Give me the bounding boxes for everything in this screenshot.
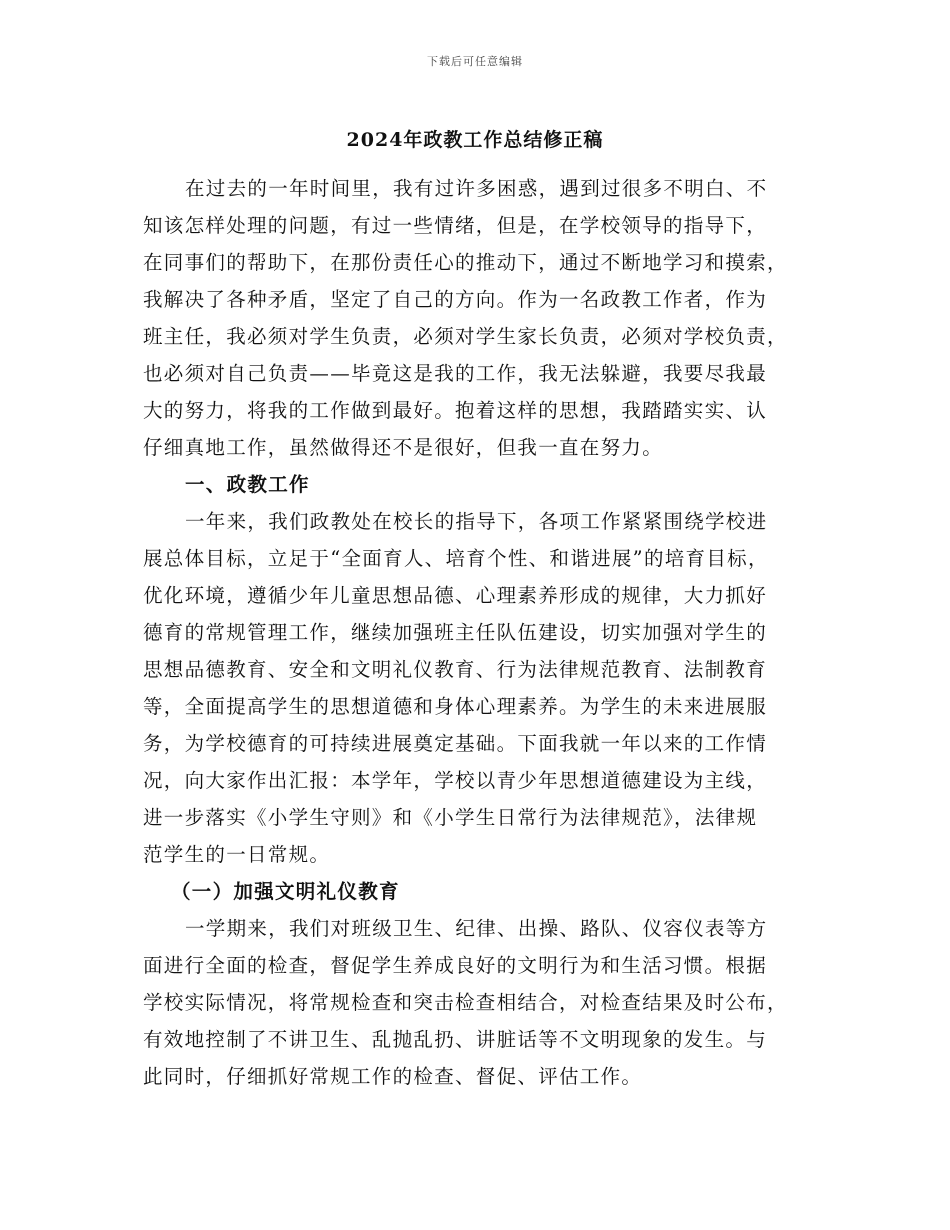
paragraph-line: 仔细真地工作，虽然做得还不是很好，但我一直在努力。 xyxy=(143,436,664,459)
paragraph-line: 班主任，我必须对学生负责，必须对学生家长负责，必须对学校负责， xyxy=(143,325,788,348)
paragraph-line: 有效地控制了不讲卫生、乱抛乱扔、讲脏话等不文明现象的发生。与 xyxy=(143,1028,768,1051)
subsection-heading: （一）加强文明礼仪教育 xyxy=(171,880,400,903)
paragraph-line: 展总体目标，立足于“全面育人、培育个性、和谐进展”的培育目标， xyxy=(143,547,769,570)
paragraph-line: 等，全面提高学生的思想道德和身体心理素养。为学生的未来进展服 xyxy=(143,695,768,718)
paragraph-line: 学校实际情况，将常规检查和突击检查相结合，对检查结果及时公布， xyxy=(143,991,788,1014)
paragraph-line: 我解决了各种矛盾，坚定了自己的方向。作为一名政教工作者，作为 xyxy=(143,288,768,311)
paragraph-line: 德育的常规管理工作，继续加强班主任队伍建设，切实加强对学生的 xyxy=(143,621,768,644)
paragraph-line: 务，为学校德育的可持续进展奠定基础。下面我就一年以来的工作情 xyxy=(143,732,768,755)
paragraph-line: 范学生的一日常规。 xyxy=(143,843,331,866)
paragraph-line: 一年来，我们政教处在校长的指导下，各项工作紧紧围绕学校进 xyxy=(185,510,768,533)
paragraph-line: 大的努力，将我的工作做到最好。抱着这样的思想，我踏踏实实、认 xyxy=(143,399,768,422)
paragraph-line: 在过去的一年时间里，我有过许多困惑，遇到过很多不明白、不 xyxy=(185,177,768,200)
paragraph-line: 此同时，仔细抓好常规工作的检查、督促、评估工作。 xyxy=(143,1065,643,1088)
section-heading: 一、政教工作 xyxy=(185,473,310,496)
paragraph-line: 知该怎样处理的问题，有过一些情绪，但是，在学校领导的指导下， xyxy=(143,214,768,237)
paragraph-line: 面进行全面的检查，督促学生养成良好的文明行为和生活习惯。根据 xyxy=(143,954,768,977)
paragraph-line: 优化环境，遵循少年儿童思想品德、心理素养形成的规律，大力抓好 xyxy=(143,584,768,607)
paragraph-line: 在同事们的帮助下，在那份责任心的推动下，通过不断地学习和摸索， xyxy=(143,251,788,274)
paragraph-line: 一学期来，我们对班级卫生、纪律、出操、路队、仪容仪表等方 xyxy=(185,917,768,940)
paragraph-line: 思想品德教育、安全和文明礼仪教育、行为法律规范教育、法制教育 xyxy=(143,658,768,681)
paragraph-line: 进一步落实《小学生守则》和《小学生日常行为法律规范》，法律规 xyxy=(143,806,758,829)
intro-paragraph xyxy=(143,170,815,1095)
document-title: 2024年政教工作总结修正稿 xyxy=(346,129,604,151)
header-note: 下载后可任意编辑 xyxy=(427,55,523,68)
paragraph-line: 况，向大家作出汇报：本学年，学校以青少年思想道德建设为主线， xyxy=(143,769,768,792)
paragraph-line: 也必须对自己负责——毕竟这是我的工作，我无法躲避，我要尽我最 xyxy=(143,362,768,385)
